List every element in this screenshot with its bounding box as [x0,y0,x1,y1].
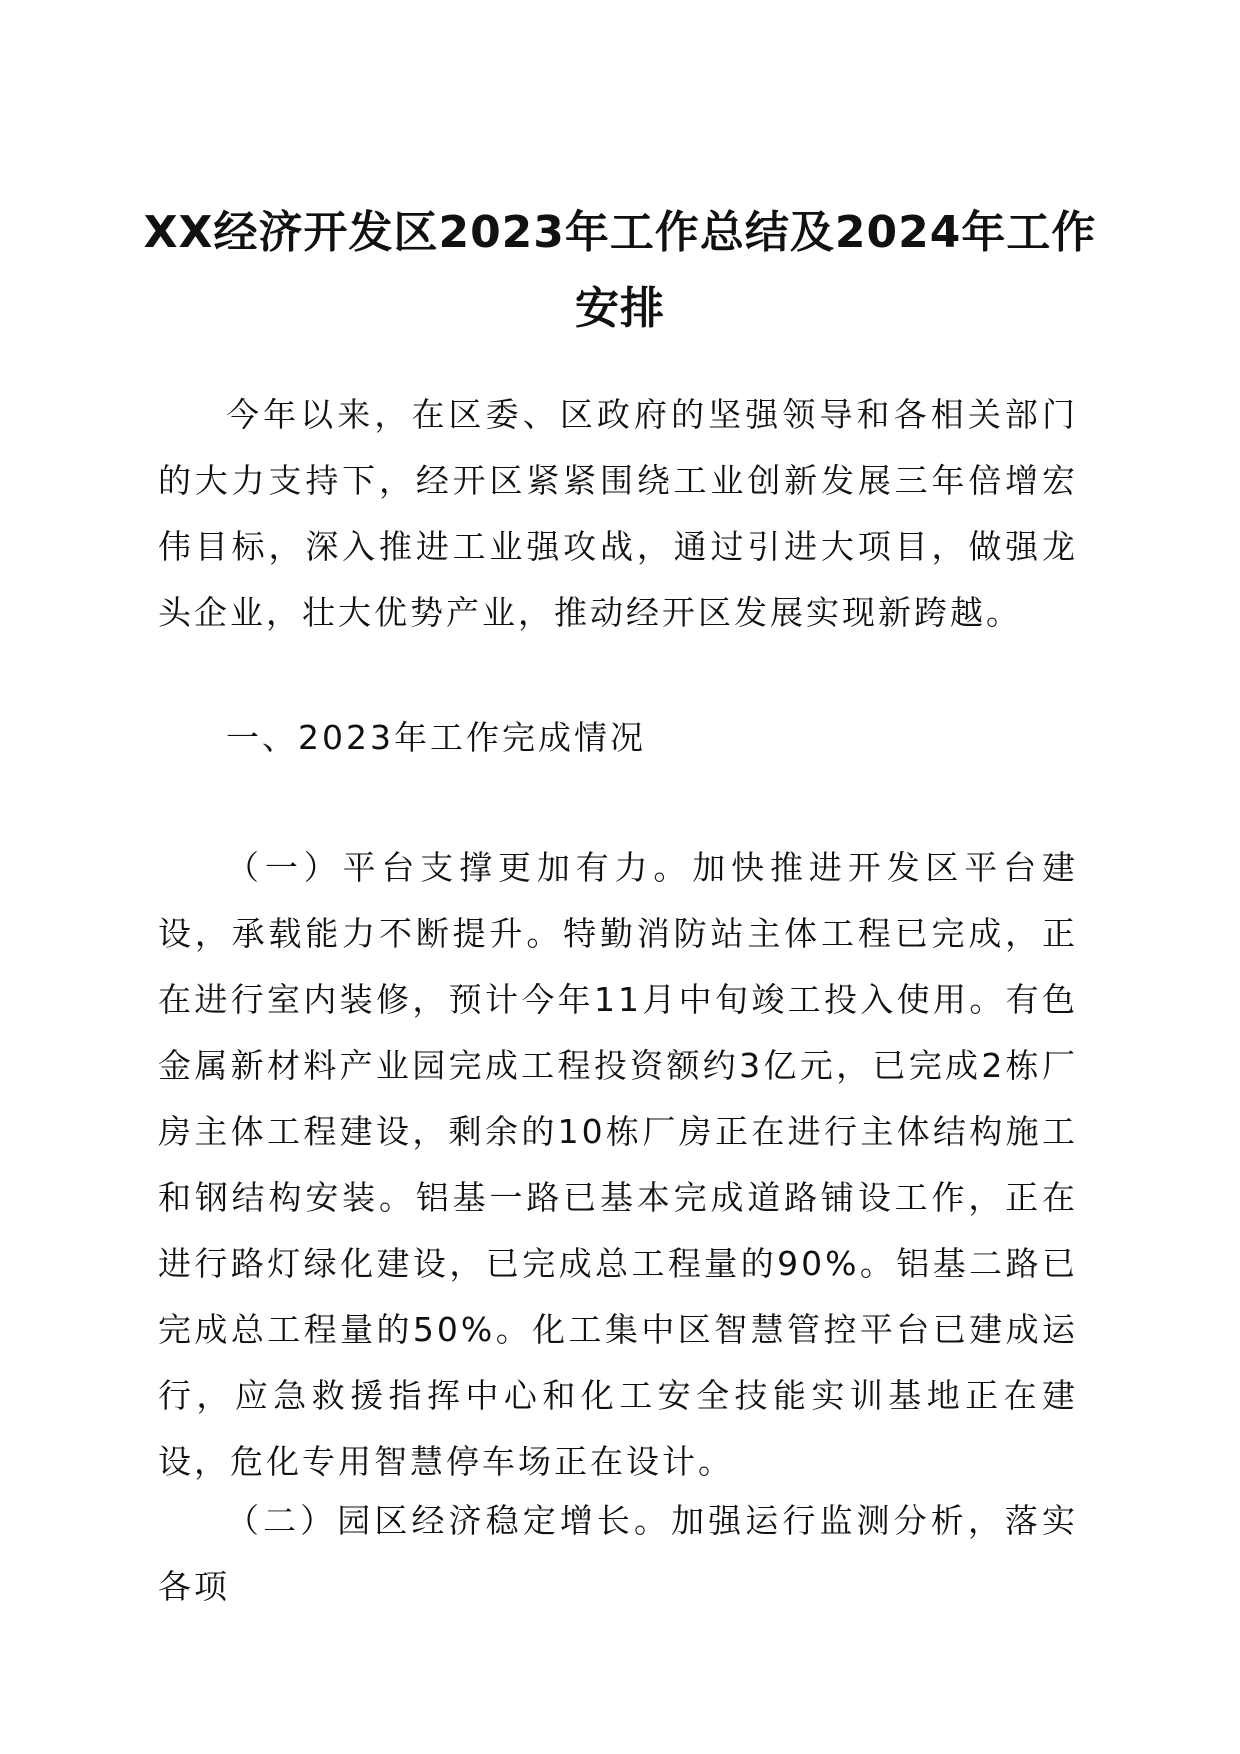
section-heading-2023-summary: 一、2023年工作完成情况 [226,718,646,757]
intro-paragraph: 今年以来，在区委、区政府的坚强领导和各相关部门的大力支持下，经开区紧紧围绕工业创新发展三年倍增宏伟目标，深入推进工业强攻战，通过引进大项目，做强龙头企业，壮大优势产业，推动经开区发展实现新跨越。 [158,395,1078,632]
subsection-economic-growth: （二）园区经济稳定增长。加强运行监测分析，落实各项 [158,1501,1078,1606]
subsection-platform-support: （一）平台支撑更加有力。加快推进开发区平台建设，承载能力不断提升。特勤消防站主体工程已完成，正在进行室内装修，预计今年11月中旬竣工投入使用。有色金属新材料产业园完成工程投资额约3亿元，已完成2栋厂房主体工程建设，剩余的10栋厂房正在进行主体结构施工和钢结构安装。铝基一路已基本完成道路铺设工作，正在进行路灯绿化建设，已完成总工程量的90%。铝基二路已完成总工程量的50%。化工集中区智慧管控平台已建成运行，应急救援指挥中心和化工安全技能实训基地正在建设，危化专用智慧停车场正在设计。 [158,848,1078,1481]
document-title: XX经济开发区2023年工作总结及2024年工作安排 [143,207,1097,334]
